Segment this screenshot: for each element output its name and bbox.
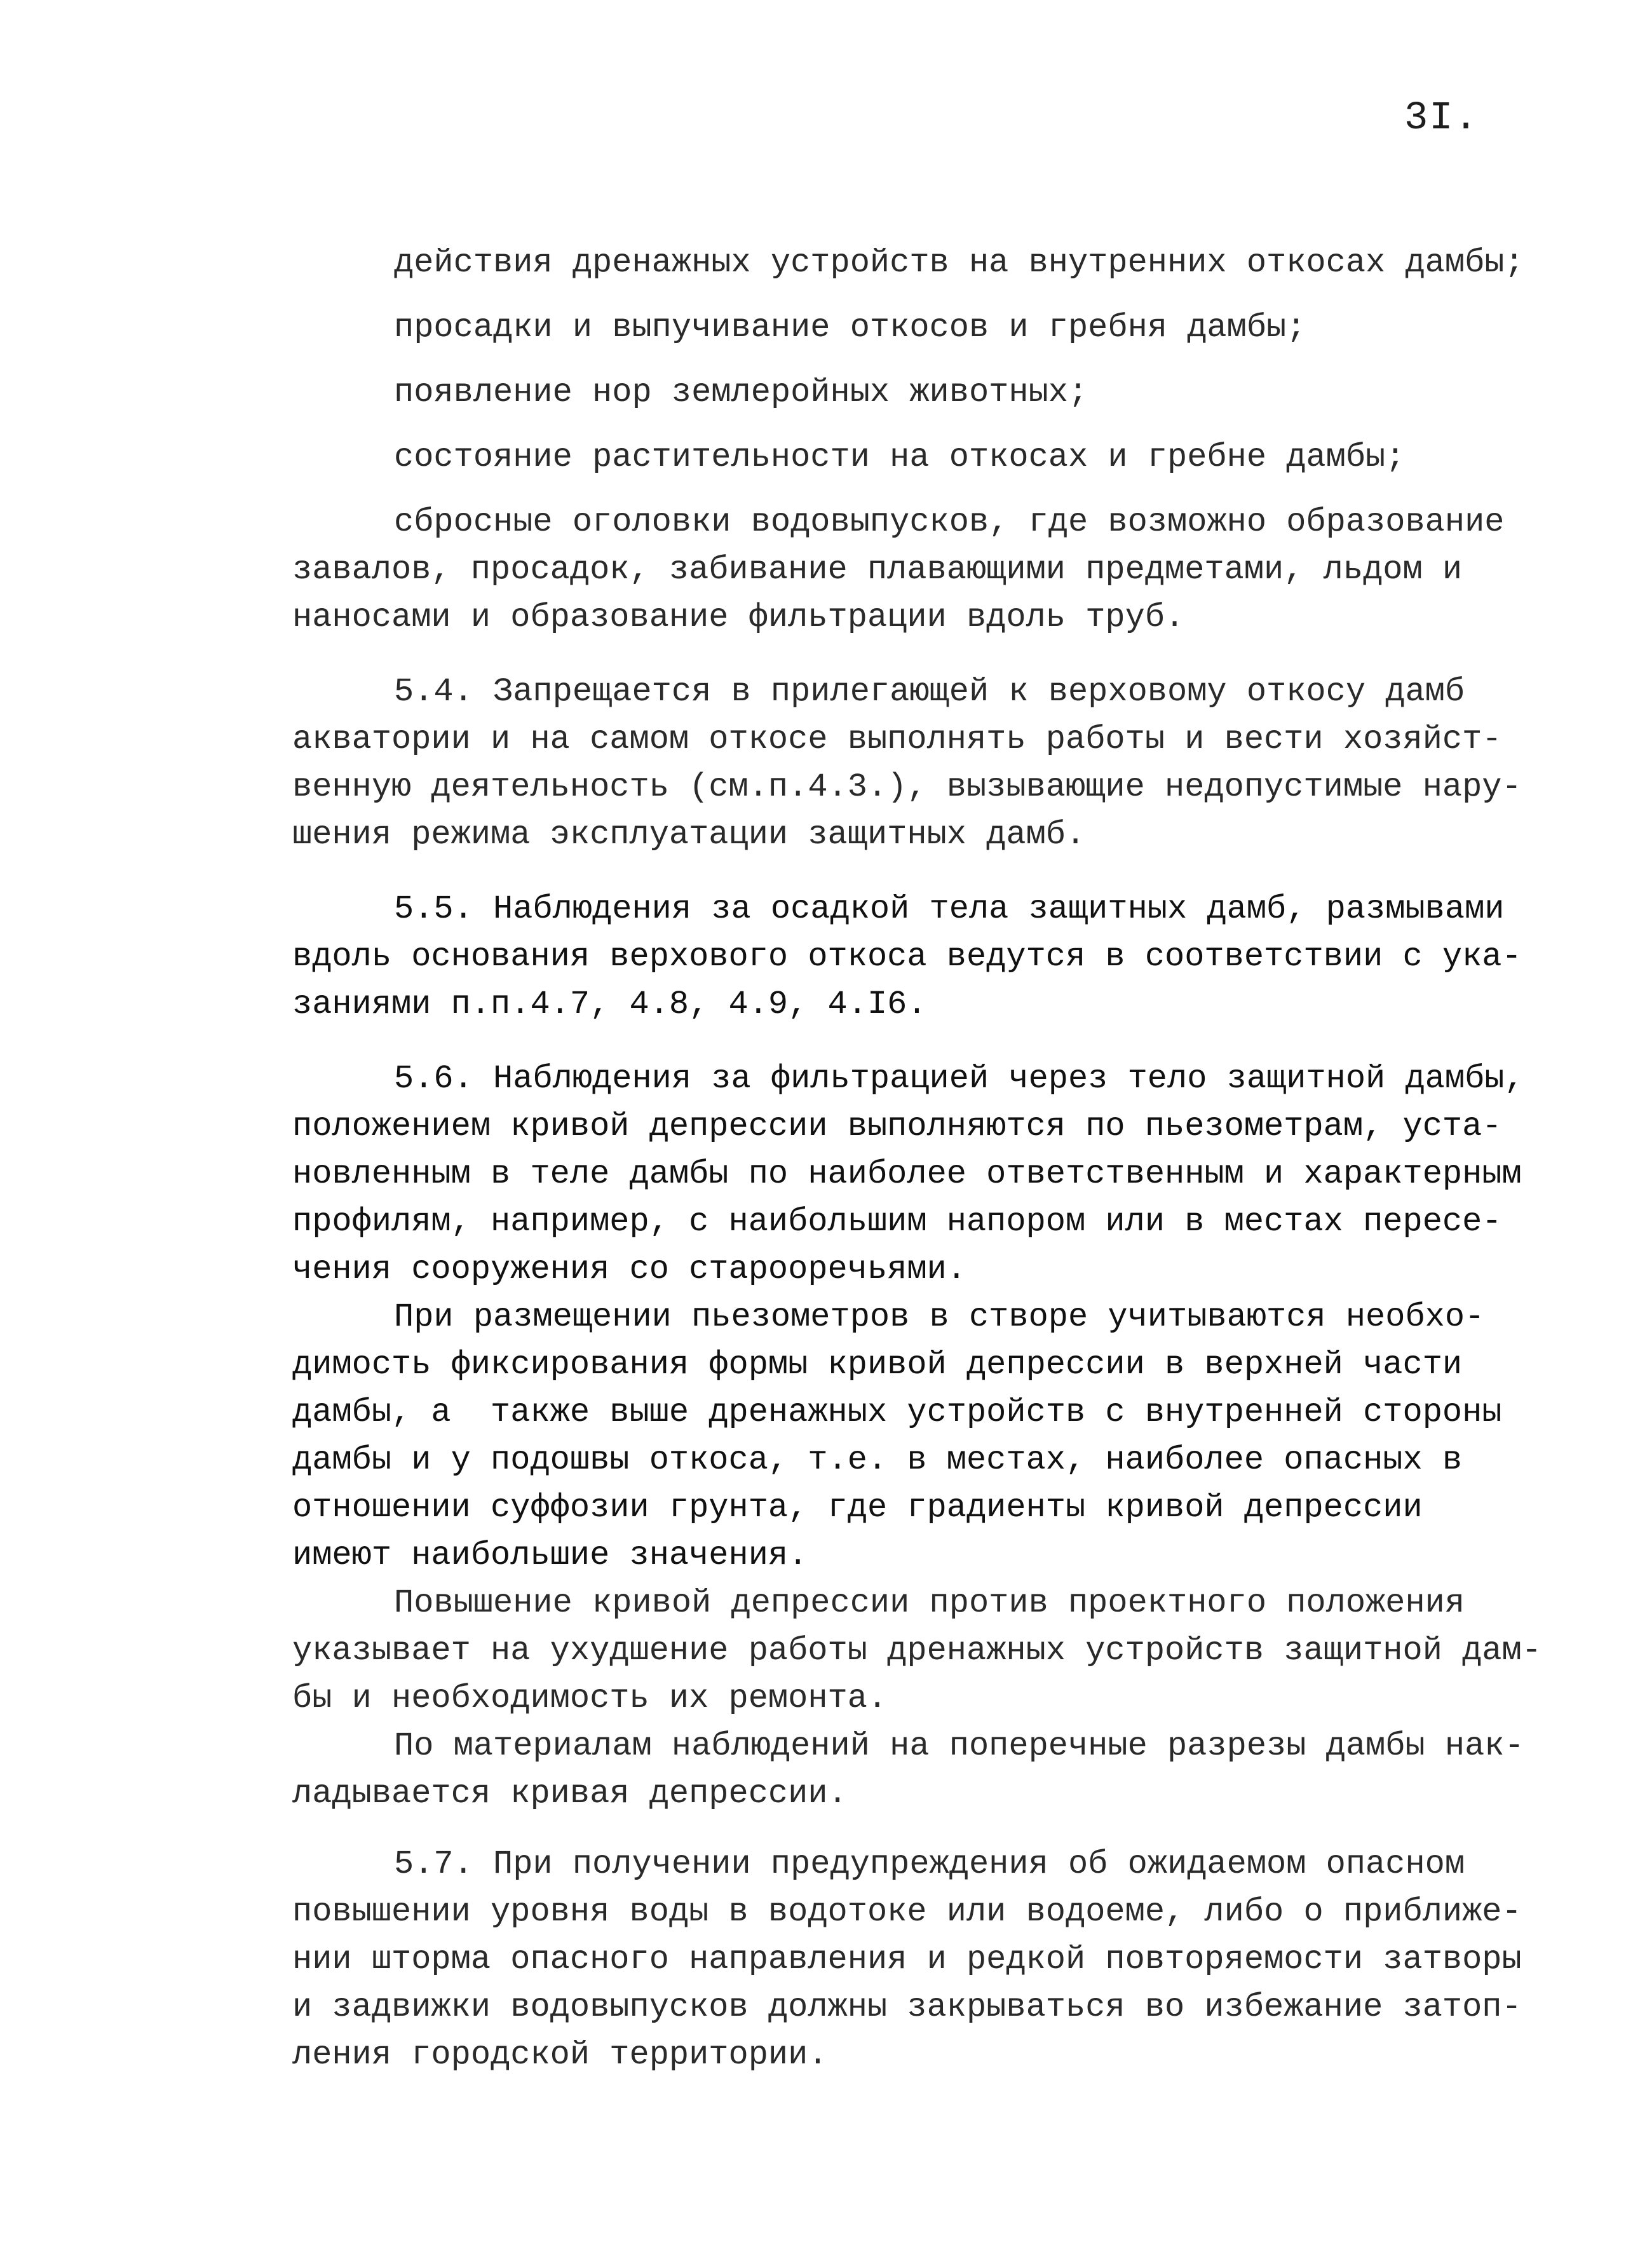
paragraph-line: новленным в теле дамбы по наиболее ответственным и характерным xyxy=(292,1155,1522,1193)
section-5-7 xyxy=(292,1840,1522,2079)
inspection-list xyxy=(292,239,1524,481)
page-number: 3I. xyxy=(1404,95,1479,140)
paragraph-line: нии шторма опасного направления и редкой повторяемости затворы xyxy=(292,1941,1522,1978)
paragraph-line: 5.6. Наблюдения за фильтрацией через тело защитной дамбы, xyxy=(394,1060,1524,1097)
paragraph-line: заниями п.п.4.7, 4.8, 4.9, 4.I6. xyxy=(292,986,927,1023)
paragraph-line: димость фиксирования формы кривой депрессии в верхней части xyxy=(292,1346,1463,1383)
paragraph-line: 5.4. Запрещается в прилегающей к верховому откосу дамб xyxy=(394,673,1465,710)
paragraph-line: ладывается кривая депрессии. xyxy=(292,1775,848,1812)
paragraph-line: завалов, просадок, забивание плавающими предметами, льдом и xyxy=(292,551,1463,588)
paragraph-line: положением кривой депрессии выполняются по пьезометрам, уста- xyxy=(292,1108,1502,1145)
document-body xyxy=(292,239,1542,2079)
list-item: просадки и выпучивание откосов и гребня дамбы; xyxy=(394,309,1306,346)
list-item: появление нор землеройных животных; xyxy=(394,374,1088,411)
paragraph-line: ления городской территории. xyxy=(292,2036,828,2074)
paragraph-line: наносами и образование фильтрации вдоль труб. xyxy=(292,599,1185,636)
paragraph-line: При размещении пьезометров в створе учитываются необхо- xyxy=(394,1298,1485,1336)
paragraph-line: имеют наибольшие значения. xyxy=(292,1537,808,1574)
paragraph-line: 5.5. Наблюдения за осадкой тела защитных дамб, размывами xyxy=(394,890,1505,928)
paragraph-line: акватории и на самом откосе выполнять работы и вести хозяйст- xyxy=(292,721,1502,758)
paragraph-line: вдоль основания верхового откоса ведутся в соответствии с ука- xyxy=(292,938,1522,975)
section-5-5 xyxy=(292,885,1522,1028)
paragraph-line: 5.7. При получении предупреждения об ожидаемом опасном xyxy=(394,1845,1465,1883)
paragraph-line: Повышение кривой депрессии против проектного положения xyxy=(394,1584,1465,1622)
paragraph-line: чения сооружения со старооречьями. xyxy=(292,1251,966,1288)
paragraph-line: указывает на ухудшение работы дренажных устройств защитной дам- xyxy=(292,1632,1542,1669)
paragraph-line: отношении суффозии грунта, где градиенты кривой депрессии xyxy=(292,1489,1423,1526)
paragraph-line: дамбы и у подошвы откоса, т.е. в местах, наиболее опасных в xyxy=(292,1441,1463,1479)
paragraph-line: бы и необходимость их ремонта. xyxy=(292,1680,888,1717)
paragraph-line: По материалам наблюдений на поперечные разрезы дамбы нак- xyxy=(394,1727,1524,1765)
paragraph-line: сбросные оголовки водовыпусков, где возможно образование xyxy=(394,503,1505,541)
paragraph-line: венную деятельность (см.п.4.3.), вызывающие недопустимые нару- xyxy=(292,768,1522,806)
list-item: действия дренажных устройств на внутренних откосах дамбы; xyxy=(394,244,1524,282)
paragraph-line: и задвижки водовыпусков должны закрываться во избежание затоп- xyxy=(292,1988,1522,2026)
paragraph-line: повышении уровня воды в водотоке или водоеме, либо о приближе- xyxy=(292,1893,1522,1931)
paragraph-outlets xyxy=(292,498,1519,641)
list-item: состояние растительности на откосах и гребне дамбы; xyxy=(394,438,1406,476)
paragraph-piezometers xyxy=(292,1293,1519,1579)
paragraph-line: шения режима эксплуатации защитных дамб. xyxy=(292,816,1086,853)
paragraph-curve-rise xyxy=(292,1579,1542,1722)
paragraph-line: дамбы, а также выше дренажных устройств с внутренней стороны xyxy=(292,1394,1502,1431)
paragraph-materials xyxy=(292,1722,1524,1817)
paragraph-line: профилям, например, с наибольшим напором или в местах пересе- xyxy=(292,1203,1502,1240)
section-5-6 xyxy=(292,1055,1524,1293)
section-5-4 xyxy=(292,668,1522,859)
